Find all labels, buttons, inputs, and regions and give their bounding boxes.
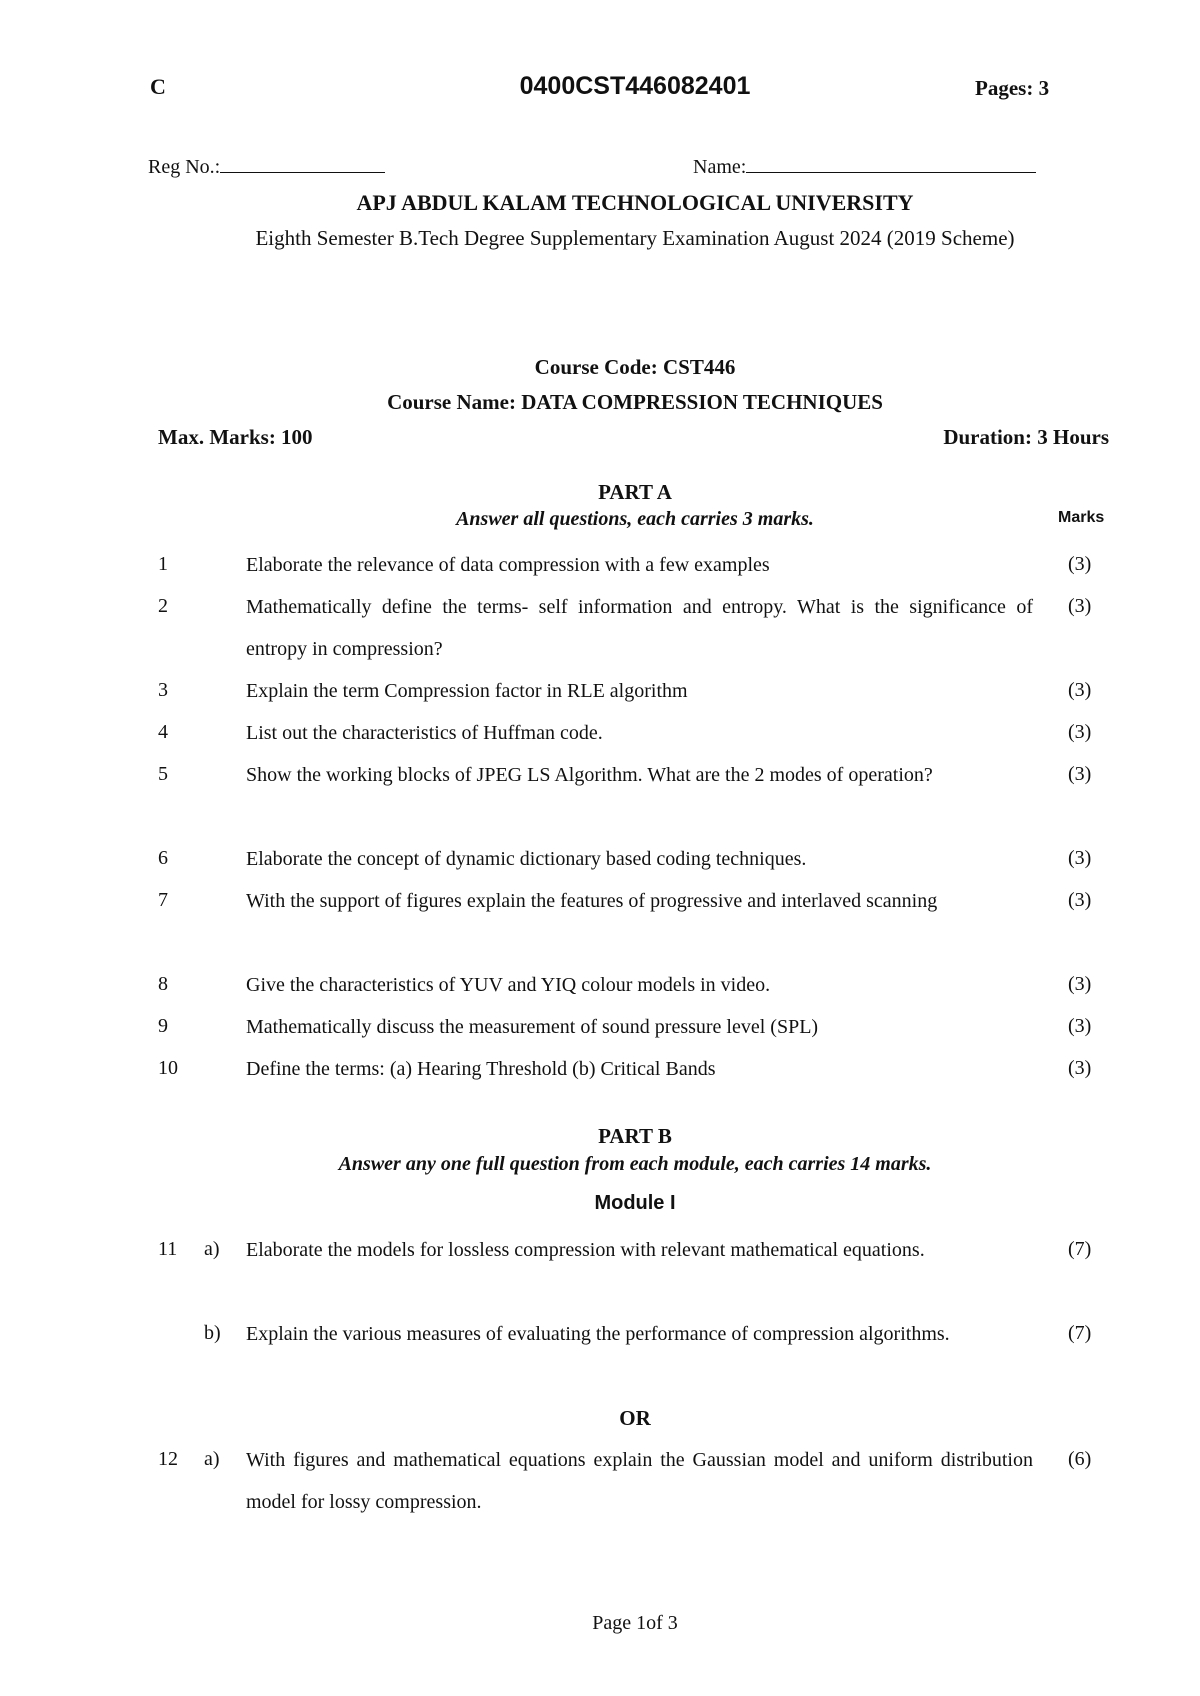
question-number: 10	[158, 1057, 178, 1079]
or-divider: OR	[619, 1406, 651, 1430]
name-field	[693, 152, 1036, 179]
question-text: List out the characteristics of Huffman code.	[246, 722, 603, 744]
part-a-title: PART A	[598, 480, 672, 504]
question-marks: (7)	[1068, 1322, 1092, 1344]
reg-no-label: Reg No.:	[148, 156, 221, 178]
question-number: 12	[158, 1448, 178, 1470]
name-label: Name:	[693, 156, 747, 178]
module-title: Module I	[594, 1192, 676, 1214]
question-text: Elaborate the models for lossless compression with relevant mathematical equations.	[246, 1239, 925, 1261]
question-marks: (3)	[1068, 721, 1092, 743]
name-blank	[746, 152, 1036, 173]
question-number: 4	[158, 721, 168, 743]
question-marks: (3)	[1068, 889, 1092, 911]
question-marks: (3)	[1068, 847, 1092, 869]
question-number: 9	[158, 1015, 168, 1037]
question-text: Give the characteristics of YUV and YIQ colour models in video.	[246, 974, 771, 996]
question-number: 6	[158, 847, 168, 869]
paper-code: 0400CST446082401	[519, 72, 751, 100]
question-marks: (3)	[1068, 679, 1092, 701]
course-name: Course Name: DATA COMPRESSION TECHNIQUES	[387, 390, 883, 414]
question-marks: (7)	[1068, 1238, 1092, 1260]
question-marks: (6)	[1068, 1448, 1092, 1470]
question-text: Mathematically discuss the measurement of sound pressure level (SPL)	[246, 1016, 819, 1038]
reg-no-field	[148, 152, 385, 179]
duration: Duration: 3 Hours	[943, 425, 1109, 449]
question-marks: (3)	[1068, 553, 1092, 575]
sub-question-label: a)	[204, 1448, 220, 1470]
question-text: Show the working blocks of JPEG LS Algorithm. What are the 2 modes of operation?	[246, 764, 933, 786]
sub-question-label: b)	[204, 1322, 221, 1344]
question-number: 1	[158, 553, 168, 575]
question-text: With the support of figures explain the features of progressive and interlaved scanning	[246, 890, 938, 912]
university-name: APJ ABDUL KALAM TECHNOLOGICAL UNIVERSITY	[356, 190, 914, 215]
page-footer: Page 1of 3	[592, 1612, 678, 1634]
question-number: 5	[158, 763, 168, 785]
question-text: Explain the term Compression factor in RLE algorithm	[246, 680, 688, 702]
series-code: C	[150, 74, 166, 99]
max-marks: Max. Marks: 100	[158, 425, 313, 449]
question-text: Mathematically define the terms- self information and entropy. What is the significance of entropy in compression?	[246, 596, 1033, 660]
question-marks: (3)	[1068, 763, 1092, 785]
question-text: Elaborate the concept of dynamic dictionary based coding techniques.	[246, 848, 807, 870]
question-marks: (3)	[1068, 973, 1092, 995]
question-number: 11	[158, 1238, 178, 1260]
question-number: 2	[158, 595, 168, 617]
exam-title: Eighth Semester B.Tech Degree Supplementary Examination August 2024 (2019 Scheme)	[255, 226, 1015, 250]
reg-no-blank	[220, 152, 385, 173]
page-count: Pages: 3	[975, 76, 1050, 100]
question-marks: (3)	[1068, 1015, 1092, 1037]
question-number: 8	[158, 973, 168, 995]
question-number: 7	[158, 889, 168, 911]
sub-question-label: a)	[204, 1238, 220, 1260]
question-text: With figures and mathematical equations explain the Gaussian model and uniform distribution model for lossy compression.	[246, 1449, 1033, 1513]
question-marks: (3)	[1068, 595, 1092, 617]
question-text: Define the terms: (a) Hearing Threshold (b) Critical Bands	[246, 1058, 716, 1080]
question-text: Elaborate the relevance of data compression with a few examples	[246, 554, 770, 576]
question-number: 3	[158, 679, 168, 701]
part-a-instruction: Answer all questions, each carries 3 marks.	[456, 508, 814, 530]
question-text: Explain the various measures of evaluating the performance of compression algorithms.	[246, 1323, 950, 1345]
part-b-title: PART B	[598, 1124, 672, 1148]
question-marks: (3)	[1068, 1057, 1092, 1079]
course-code: Course Code: CST446	[534, 355, 736, 379]
marks-column-header: Marks	[1058, 509, 1105, 526]
part-b-instruction: Answer any one full question from each module, each carries 14 marks.	[338, 1153, 932, 1175]
